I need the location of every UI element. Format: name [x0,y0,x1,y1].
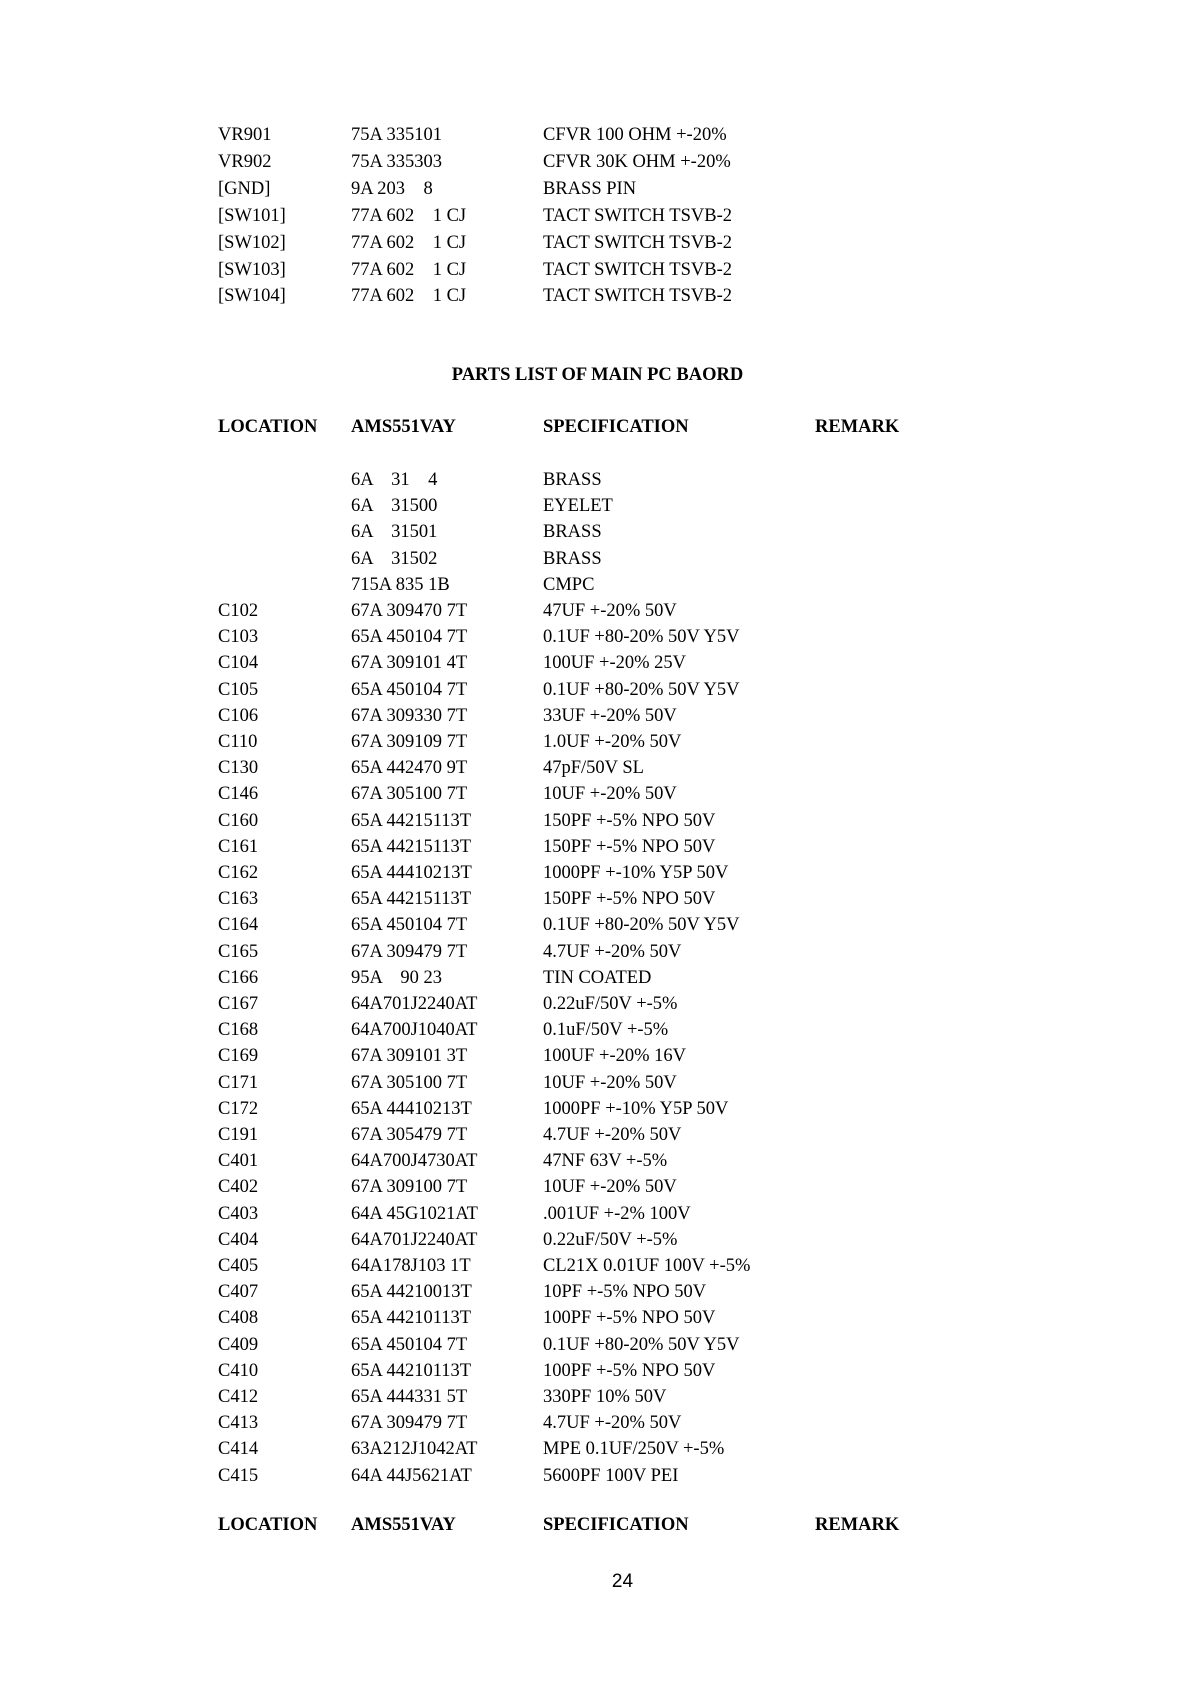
specification-cell: 33UF +-20% 50V [543,705,677,726]
table-row [0,203,1191,229]
table-row [0,572,1191,598]
specification-cell: 150PF +-5% NPO 50V [543,889,716,910]
part-number-cell: 64A701J2240AT [351,1229,478,1250]
part-number-cell: 67A 309109 7T [351,732,468,752]
location-cell: C160 [218,810,259,831]
header-model: AMS551VAY [351,417,456,437]
location-cell: C405 [218,1256,259,1276]
footer-header-specification: SPECIFICATION [543,1515,689,1535]
location-cell: [GND] [218,178,271,199]
part-number-cell: 65A 450104 7T [351,627,468,648]
location-cell: C165 [218,941,259,962]
part-number-cell: 64A701J2240AT [351,994,478,1014]
table-row [0,1358,1191,1384]
specification-cell: TACT SWITCH TSVB-2 [543,232,733,253]
location-cell: VR901 [218,125,272,145]
specification-cell: 100PF +-5% NPO 50V [543,1308,716,1329]
specification-cell: 330PF 10% 50V [543,1387,667,1407]
location-cell: C404 [218,1229,259,1250]
location-cell: C105 [218,679,259,700]
location-cell: C407 [218,1282,259,1303]
location-cell: [SW102] [218,232,286,253]
location-cell: C403 [218,1203,259,1224]
part-number-cell: 67A 305100 7T [351,784,468,805]
location-cell: C130 [218,758,259,779]
part-number-cell: 9A 203 8 [351,178,433,199]
location-cell: VR902 [218,151,272,172]
table-row [0,519,1191,545]
part-number-cell: 64A 44J5621AT [351,1465,472,1486]
location-cell: [SW101] [218,205,286,226]
table-row [0,1305,1191,1331]
specification-cell: BRASS PIN [543,178,637,199]
table-row [0,1017,1191,1043]
part-number-cell: 67A 309479 7T [351,941,468,962]
footer-header-remark: REMARK [815,1515,900,1535]
table-row [0,1227,1191,1253]
location-cell: C401 [218,1151,259,1172]
part-number-cell: 75A 335101 [351,125,442,145]
table-row [0,1148,1191,1174]
part-number-cell: 67A 309101 4T [351,653,468,674]
table-row [0,1174,1191,1200]
part-number-cell: 64A 45G1021AT [351,1203,478,1224]
location-cell: C163 [218,889,259,910]
table-row [0,677,1191,703]
specification-cell: 150PF +-5% NPO 50V [543,836,716,857]
location-cell: C168 [218,1020,259,1041]
part-number-cell: 67A 309470 7T [351,601,468,621]
table-row [0,1043,1191,1069]
specification-cell: 0.1uF/50V +-5% [543,1020,669,1041]
table-row [0,991,1191,1017]
part-number-cell: 65A 442470 9T [351,758,468,779]
location-cell: C415 [218,1465,259,1486]
location-cell: C110 [218,732,258,752]
specification-cell: CMPC [543,574,595,595]
part-number-cell: 63A212J1042AT [351,1439,478,1460]
table-row [0,1122,1191,1148]
part-number-cell: 65A 444331 5T [351,1387,468,1407]
specification-cell: CFVR 30K OHM +-20% [543,151,731,172]
part-number-cell: 67A 309330 7T [351,705,468,726]
table-row [0,808,1191,834]
specification-cell: .001UF +-2% 100V [543,1203,691,1224]
location-cell: [SW103] [218,259,286,280]
header-specification: SPECIFICATION [543,417,689,437]
table-row [0,965,1191,991]
location-cell: C169 [218,1046,259,1067]
table-row [0,467,1191,493]
specification-cell: 10UF +-20% 50V [543,1177,677,1198]
part-number-cell: 77A 602 1 CJ [351,205,467,226]
location-cell: C414 [218,1439,259,1460]
part-number-cell: 65A 44210113T [351,1360,472,1381]
part-number-cell: 6A 31500 [351,496,438,517]
table-row [0,1279,1191,1305]
part-number-cell: 6A 31501 [351,522,438,543]
part-number-cell: 65A 450104 7T [351,915,468,936]
part-number-cell: 715A 835 1B [351,574,450,595]
table-header [0,414,1191,440]
part-number-cell: 65A 450104 7T [351,679,468,700]
specification-cell: MPE 0.1UF/250V +-5% [543,1439,725,1460]
specification-cell: 4.7UF +-20% 50V [543,1125,682,1145]
part-number-cell: 65A 44215113T [351,836,472,857]
specification-cell: 100UF +-20% 16V [543,1046,687,1067]
specification-cell: 0.1UF +80-20% 50V Y5V [543,679,740,700]
table-row [0,703,1191,729]
part-number-cell: 65A 44210113T [351,1308,472,1329]
location-cell: C162 [218,863,259,883]
table-row [0,230,1191,256]
location-cell: [SW104] [218,286,286,307]
specification-cell: 100PF +-5% NPO 50V [543,1360,716,1381]
part-number-cell: 6A 31502 [351,548,438,569]
part-number-cell: 64A700J4730AT [351,1151,478,1172]
location-cell: C191 [218,1125,259,1145]
location-cell: C410 [218,1360,259,1381]
specification-cell: TACT SWITCH TSVB-2 [543,286,733,307]
specification-cell: 0.1UF +80-20% 50V Y5V [543,1334,740,1355]
part-number-cell: 77A 602 1 CJ [351,286,467,307]
table-row [0,1332,1191,1358]
table-row [0,1384,1191,1410]
specification-cell: 4.7UF +-20% 50V [543,941,682,962]
table-row [0,1096,1191,1122]
location-cell: C164 [218,915,259,936]
part-number-cell: 95A 90 23 [351,967,442,988]
table-row [0,912,1191,938]
section-title: PARTS LIST OF MAIN PC BAORD [451,365,744,385]
part-number-cell: 77A 602 1 CJ [351,259,467,280]
specification-cell: 47NF 63V +-5% [543,1151,668,1172]
part-number-cell: 65A 44215113T [351,810,472,831]
part-number-cell: 6A 31 4 [351,470,438,490]
table-row [0,886,1191,912]
location-cell: C171 [218,1072,259,1093]
part-number-cell: 67A 309100 7T [351,1177,468,1198]
table-row [0,546,1191,572]
table-row [0,729,1191,755]
location-cell: C104 [218,653,259,674]
table-row [0,1201,1191,1227]
specification-cell: EYELET [543,496,613,517]
specification-cell: BRASS [543,548,602,569]
part-number-cell: 64A178J103 1T [351,1256,471,1276]
specification-cell: 0.22uF/50V +-5% [543,1229,678,1250]
location-cell: C106 [218,705,259,726]
table-row [0,939,1191,965]
table-row [0,834,1191,860]
table-row [0,1436,1191,1462]
part-number-cell: 65A 44210013T [351,1282,472,1303]
location-cell: C161 [218,836,259,857]
page-number: 24 [611,1571,634,1592]
part-number-cell: 67A 309101 3T [351,1046,468,1067]
specification-cell: 0.1UF +80-20% 50V Y5V [543,915,740,936]
table-row [0,755,1191,781]
location-cell: C146 [218,784,259,805]
specification-cell: CL21X 0.01UF 100V +-5% [543,1256,751,1276]
table-row [0,650,1191,676]
location-cell: C172 [218,1098,259,1119]
location-cell: C409 [218,1334,259,1355]
specification-cell: 5600PF 100V PEI [543,1465,679,1486]
table-row [0,781,1191,807]
table-row [0,1463,1191,1489]
location-cell: C402 [218,1177,259,1198]
location-cell: C408 [218,1308,259,1329]
table-row [0,283,1191,309]
specification-cell: 1.0UF +-20% 50V [543,732,682,752]
specification-cell: TACT SWITCH TSVB-2 [543,205,733,226]
specification-cell: 10PF +-5% NPO 50V [543,1282,707,1303]
specification-cell: 10UF +-20% 50V [543,784,677,805]
table-row [0,1253,1191,1279]
specification-cell: 1000PF +-10% Y5P 50V [543,863,729,883]
part-number-cell: 77A 602 1 CJ [351,232,467,253]
location-cell: C412 [218,1387,259,1407]
part-number-cell: 67A 305100 7T [351,1072,468,1093]
footer-header-model: AMS551VAY [351,1515,456,1535]
header-location: LOCATION [218,417,318,437]
part-number-cell: 65A 44410213T [351,863,472,883]
table-row [0,1070,1191,1096]
table-row [0,257,1191,283]
specification-cell: 4.7UF +-20% 50V [543,1413,682,1434]
specification-cell: 0.22uF/50V +-5% [543,994,678,1014]
table-row [0,860,1191,886]
location-cell: C413 [218,1413,259,1434]
table-footer-header [0,1512,1191,1538]
specification-cell: CFVR 100 OHM +-20% [543,125,727,145]
table-row [0,1410,1191,1436]
part-number-cell: 67A 305479 7T [351,1125,468,1145]
part-number-cell: 75A 335303 [351,151,442,172]
specification-cell: TIN COATED [543,967,652,988]
table-row [0,624,1191,650]
table-row [0,493,1191,519]
specification-cell: BRASS [543,470,602,490]
part-number-cell: 65A 450104 7T [351,1334,468,1355]
specification-cell: 47UF +-20% 50V [543,601,677,621]
part-number-cell: 65A 44410213T [351,1098,472,1119]
table-row [0,598,1191,624]
part-number-cell: 65A 44215113T [351,889,472,910]
specification-cell: BRASS [543,522,602,543]
specification-cell: 0.1UF +80-20% 50V Y5V [543,627,740,648]
specification-cell: 47pF/50V SL [543,758,644,779]
specification-cell: 1000PF +-10% Y5P 50V [543,1098,729,1119]
table-row [0,176,1191,202]
specification-cell: 10UF +-20% 50V [543,1072,677,1093]
location-cell: C166 [218,967,259,988]
location-cell: C167 [218,994,259,1014]
table-row [0,122,1191,148]
table-row [0,149,1191,175]
part-number-cell: 64A700J1040AT [351,1020,478,1041]
location-cell: C102 [218,601,259,621]
location-cell: C103 [218,627,259,648]
part-number-cell: 67A 309479 7T [351,1413,468,1434]
specification-cell: TACT SWITCH TSVB-2 [543,259,733,280]
specification-cell: 100UF +-20% 25V [543,653,687,674]
specification-cell: 150PF +-5% NPO 50V [543,810,716,831]
header-remark: REMARK [815,417,900,437]
footer-header-location: LOCATION [218,1515,318,1535]
